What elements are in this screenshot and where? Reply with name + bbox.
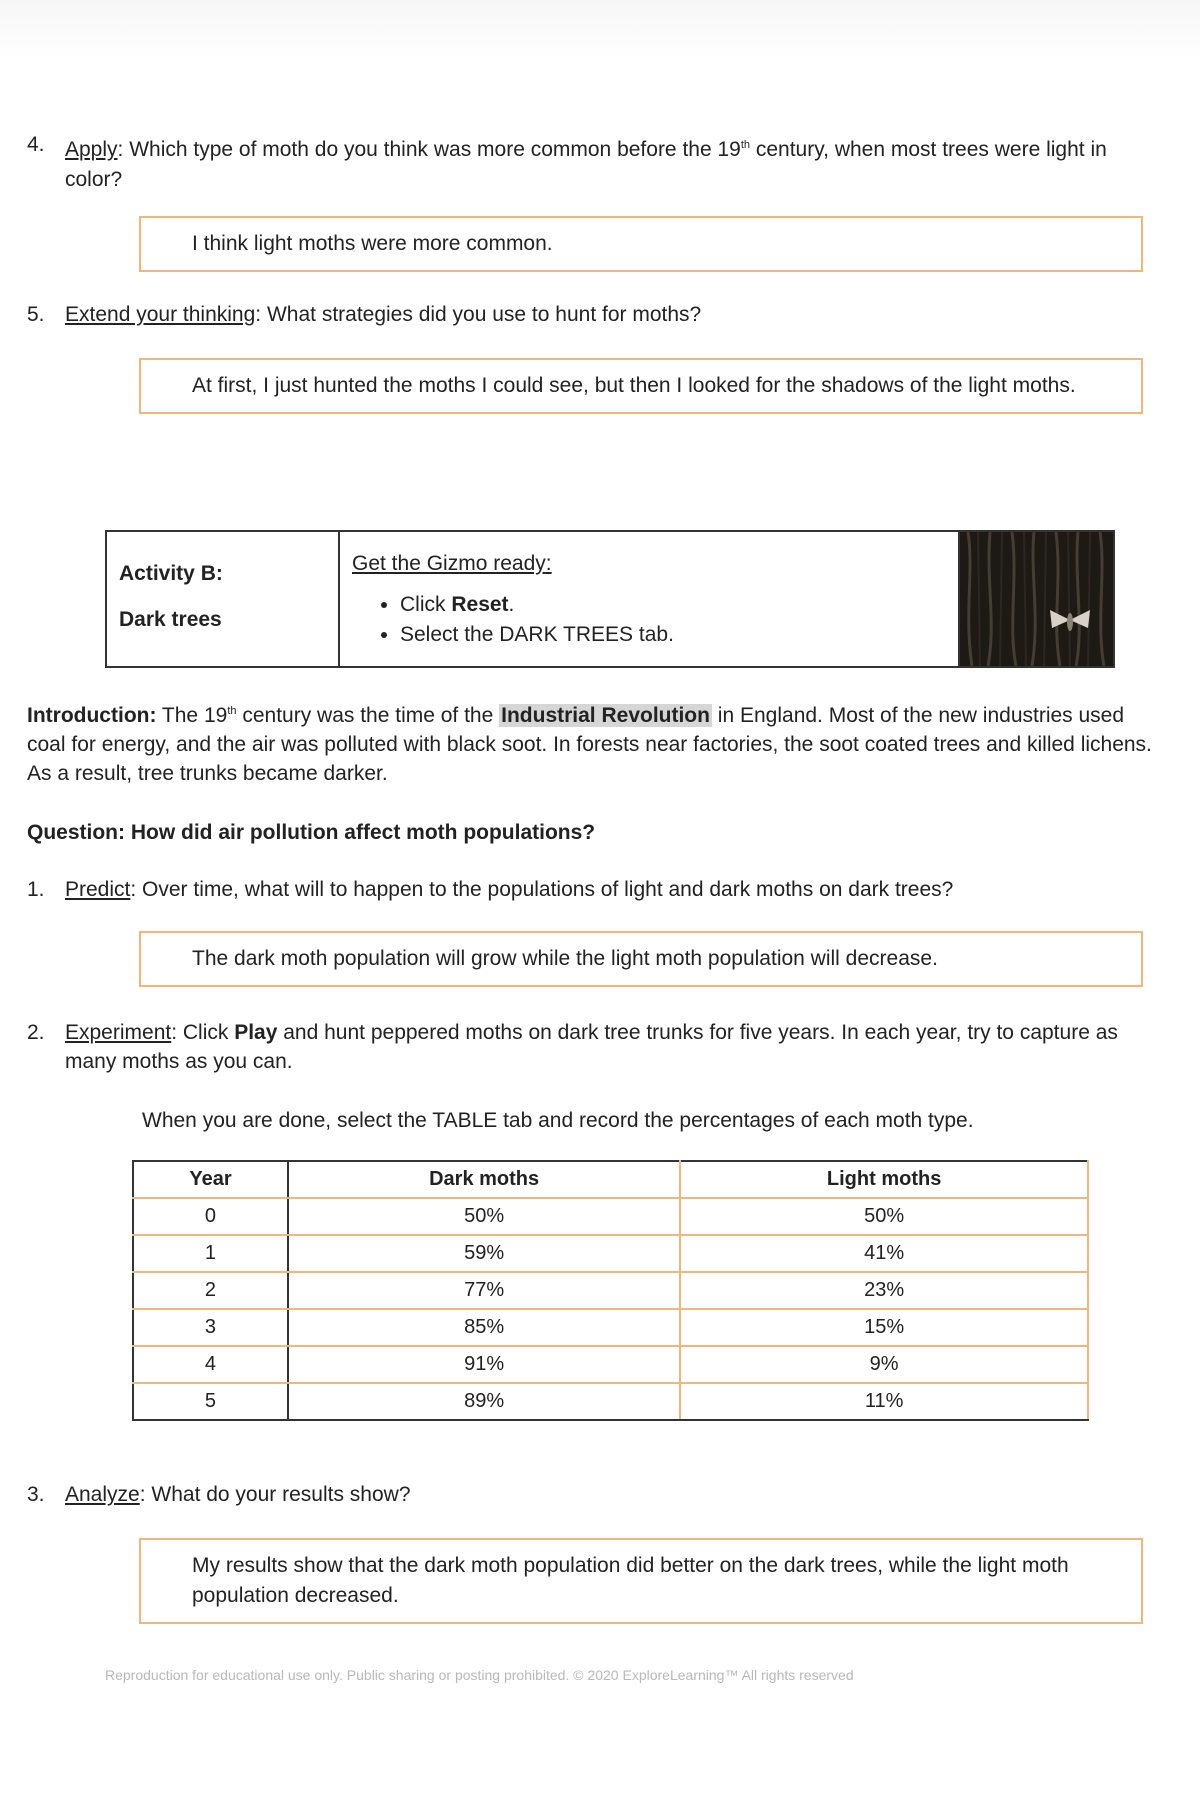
introduction-paragraph: Introduction: The 19th century was the time of the Industrial Revolution in England. Most of the new industries used coal for energy, and the air was polluted with black soot. In forests near factories, the soot coated trees and killed lichens. As a result, tree trunks became darker. [27, 704, 1152, 785]
question-number: 3. [27, 1483, 45, 1506]
question-text: Apply: Which type of moth do you think was more common before the 19th century, when most trees were light in color? [65, 138, 1107, 191]
dark-tree-moth-image [960, 532, 1113, 666]
copyright-footer: Reproduction for educational use only. Public sharing or posting prohibited. © 2020 ExploreLearning™ All rights reserved [105, 1667, 854, 1683]
activity-instructions-cell [340, 532, 960, 666]
moth-data-table [132, 1160, 1089, 1421]
table-header-row [133, 1161, 1088, 1198]
activity-title-cell [107, 532, 340, 666]
question-number: 5. [27, 303, 45, 326]
question-number: 4. [27, 133, 45, 156]
table-row: 0 50% 50% [133, 1198, 1088, 1235]
instruction-item: • Select the DARK TREES tab. [400, 620, 674, 650]
table-row: 1 59% 41% [133, 1235, 1088, 1272]
activity-box [105, 530, 1115, 668]
answer-box-predict[interactable]: The dark moth population will grow while the light moth population will decrease. [139, 931, 1143, 987]
answer-box-analyze[interactable]: My results show that the dark moth population did better on the dark trees, while the light moth population decreased. [139, 1538, 1143, 1624]
column-header-year: Year [133, 1161, 288, 1198]
column-header-light-moths: Light moths [680, 1161, 1088, 1198]
column-header-dark-moths: Dark moths [288, 1161, 680, 1198]
question-label: Apply [65, 138, 118, 161]
question-text: Predict: Over time, what will to happen to the populations of light and dark moths on dark trees? [65, 878, 954, 901]
table-row: 4 91% 9% [133, 1346, 1088, 1383]
question-number: 2. [27, 1021, 45, 1044]
question-label: Predict [65, 878, 131, 901]
section-question: Question: How did air pollution affect moth populations? [27, 821, 596, 844]
instructions-list [374, 590, 674, 650]
question-label: Extend your thinking [65, 303, 256, 326]
instruction-item: • Click Reset. [400, 590, 674, 620]
question-label: Analyze [65, 1483, 140, 1506]
gizmo-ready-label: Get the Gizmo ready: [352, 552, 552, 575]
answer-box-q5[interactable]: At first, I just hunted the moths I could see, but then I looked for the shadows of the light moths. [139, 358, 1143, 414]
table-instruction: When you are done, select the TABLE tab and record the percentages of each moth type. [142, 1109, 974, 1132]
question-label: Experiment [65, 1021, 172, 1044]
top-band [0, 0, 1200, 60]
table-row: 3 85% 15% [133, 1309, 1088, 1346]
answer-box-q4[interactable]: I think light moths were more common. [139, 216, 1143, 272]
table-row: 5 89% 11% [133, 1383, 1088, 1420]
highlighted-term: Industrial Revolution [501, 704, 710, 727]
question-text: Extend your thinking: What strategies did you use to hunt for moths? [65, 303, 702, 326]
question-text: Experiment: Click Play and hunt peppered moths on dark tree trunks for five years. In each year, try to capture as many moths as you can. [65, 1021, 1118, 1073]
activity-subtitle: Dark trees [119, 608, 222, 631]
question-number: 1. [27, 878, 45, 901]
activity-title: Activity B: [119, 562, 223, 585]
question-text: Analyze: What do your results show? [65, 1483, 411, 1506]
table-row: 2 77% 23% [133, 1272, 1088, 1309]
